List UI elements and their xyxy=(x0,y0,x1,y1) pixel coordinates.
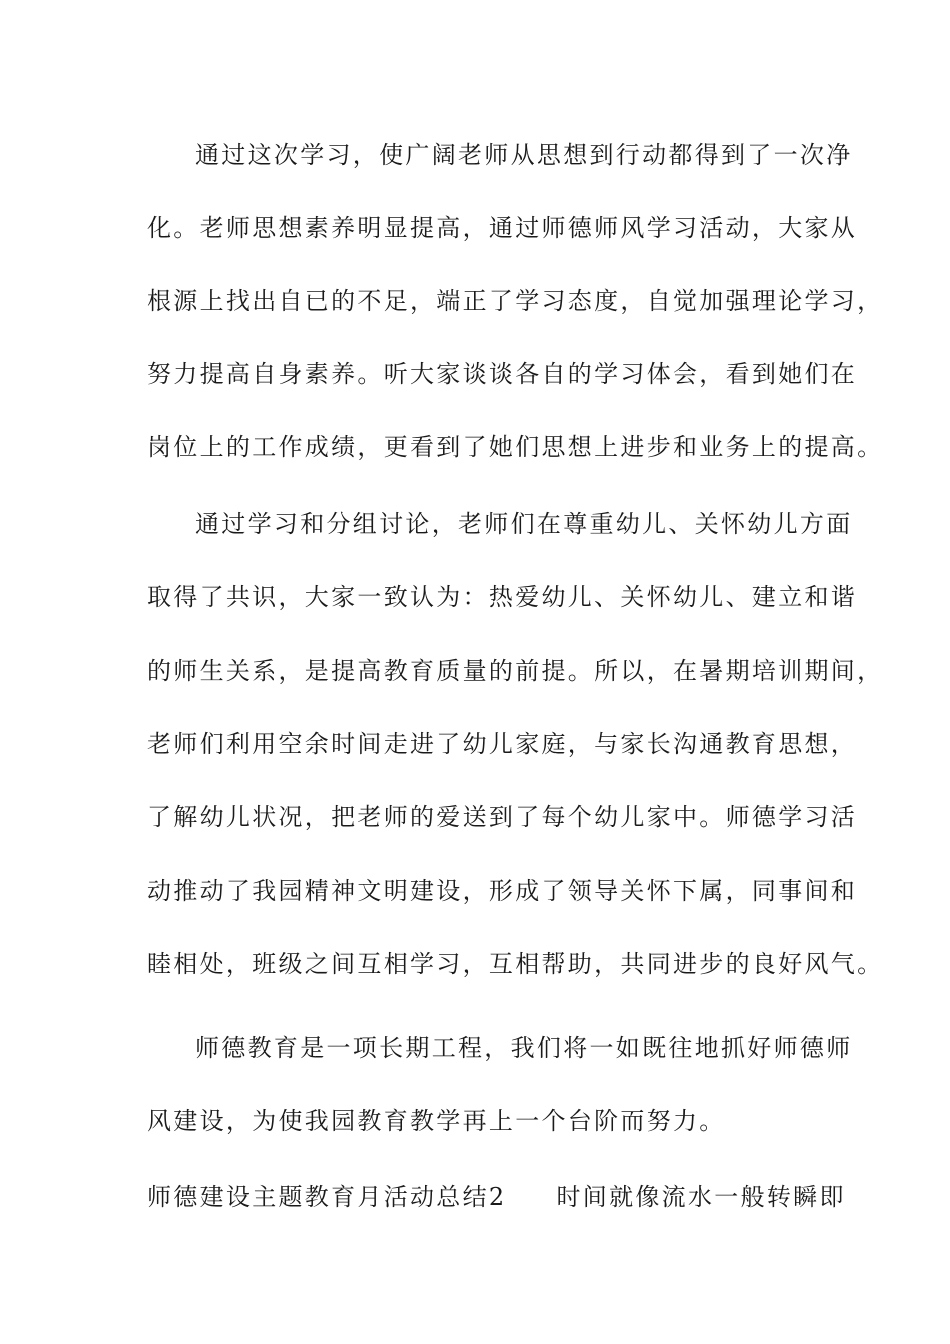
section-heading-line xyxy=(147,1182,846,1212)
section-heading: 师德建设主题教育月活动总结2 xyxy=(147,1183,507,1211)
paragraph-1-line-5: 岗位上的工作成绩，更看到了她们思想上进步和业务上的提高。 xyxy=(147,433,884,461)
paragraph-1-line-3: 根源上找出自已的不足，端正了学习态度，自觉加强理论学习， xyxy=(147,287,884,315)
paragraph-2-line-5: 了解幼儿状况，把老师的爱送到了每个幼儿家中。师德学习活 xyxy=(147,803,858,831)
heading-continuation-text: 时间就像流水一般转瞬即 xyxy=(556,1183,846,1211)
paragraph-2-line-4: 老师们利用空余时间走进了幼儿家庭，与家长沟通教育思想， xyxy=(147,730,858,758)
paragraph-1-line-2: 化。老师思想素养明显提高，通过师德师风学习活动，大家从 xyxy=(147,214,858,242)
paragraph-2-line-7: 睦相处，班级之间互相学习，互相帮助，共同进步的良好风气。 xyxy=(147,950,884,978)
paragraph-3-line-1: 师德教育是一项长期工程，我们将一如既往地抓好师德师 xyxy=(195,1034,853,1062)
paragraph-1-line-4: 努力提高自身素养。听大家谈谈各自的学习体会，看到她们在 xyxy=(147,360,858,388)
paragraph-2-line-2: 取得了共识，大家一致认为：热爱幼儿、关怀幼儿、建立和谐 xyxy=(147,583,858,611)
paragraph-3-line-2: 风建设，为使我园教育教学再上一个台阶而努力。 xyxy=(147,1107,726,1135)
paragraph-1-line-1: 通过这次学习，使广阔老师从思想到行动都得到了一次净 xyxy=(195,141,853,169)
paragraph-2-line-1: 通过学习和分组讨论，老师们在尊重幼儿、关怀幼儿方面 xyxy=(195,510,853,538)
paragraph-2-line-6: 动推动了我园精神文明建设，形成了领导关怀下属，同事间和 xyxy=(147,877,858,905)
paragraph-2-line-3: 的师生关系，是提高教育质量的前提。所以，在暑期培训期间， xyxy=(147,657,884,685)
